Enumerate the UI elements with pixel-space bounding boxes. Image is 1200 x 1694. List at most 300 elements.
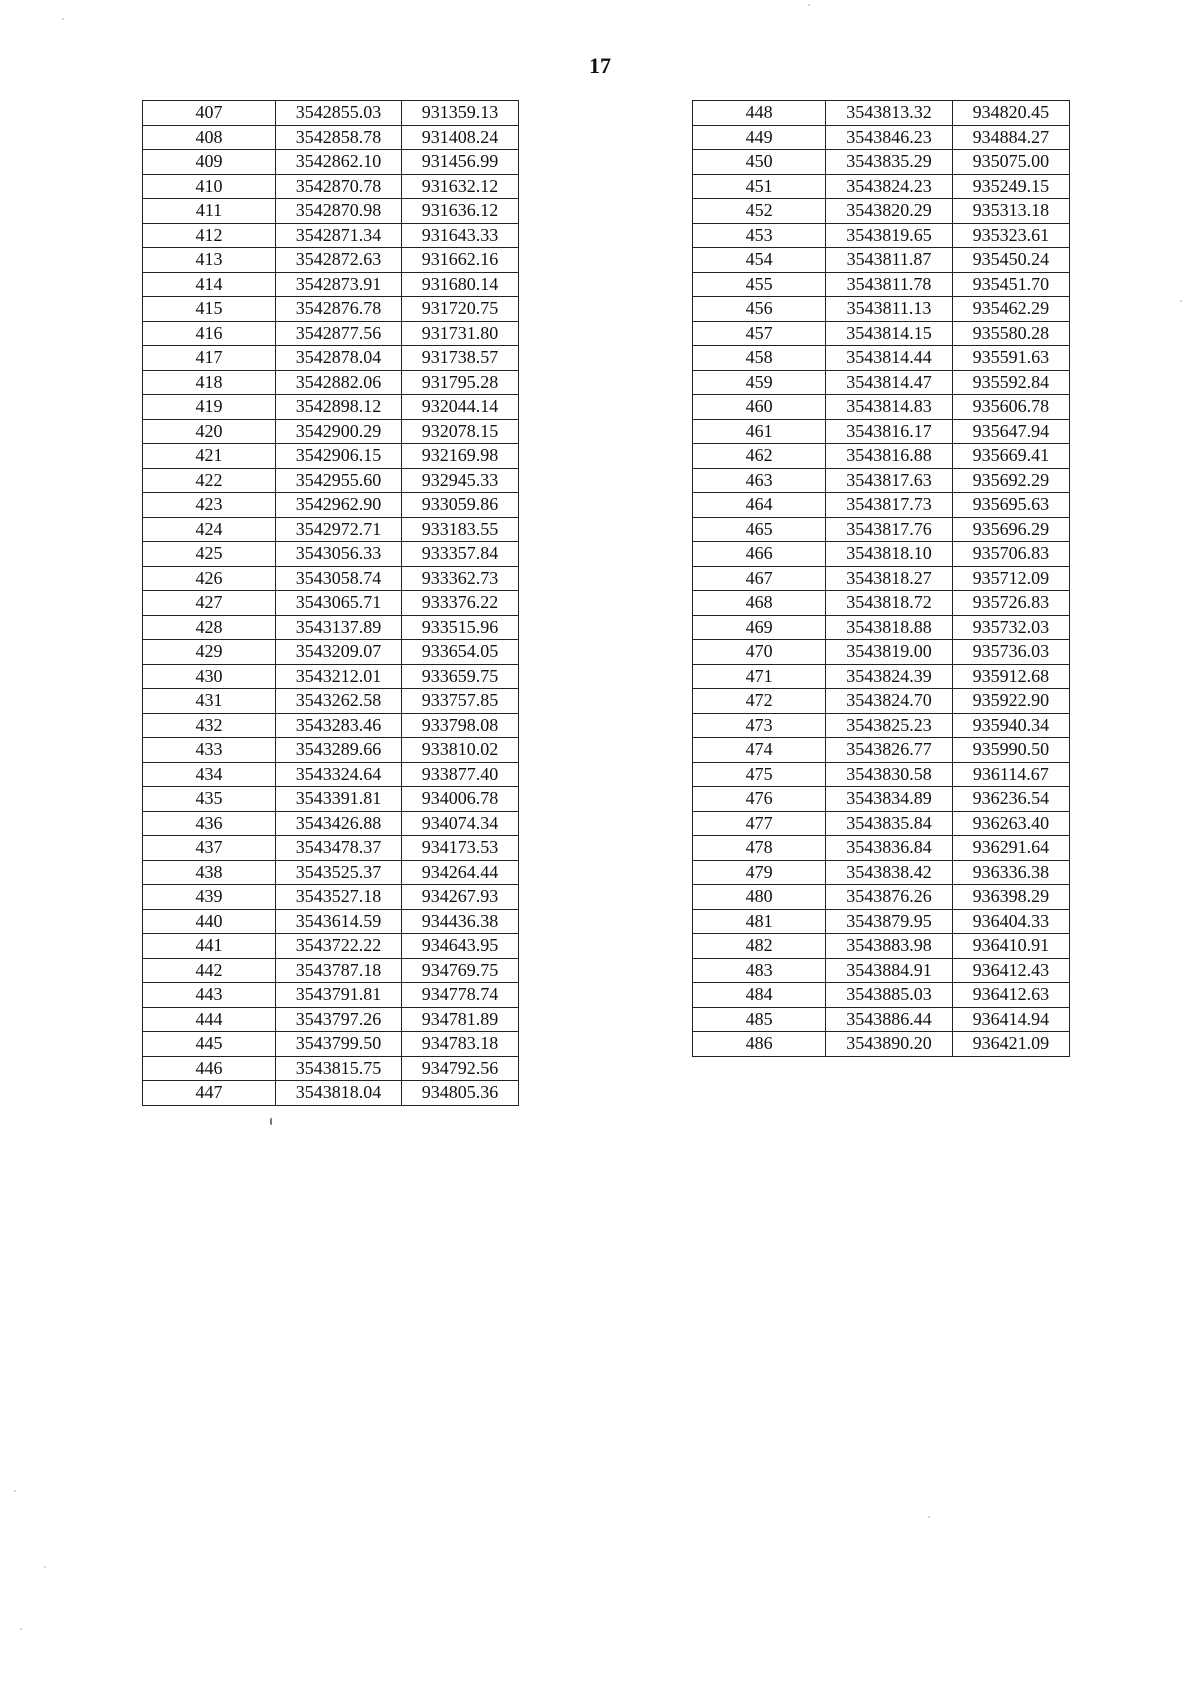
point-number-cell: 415 [143, 297, 276, 322]
y-coordinate-cell: 933376.22 [402, 591, 519, 616]
point-number-cell: 469 [693, 615, 826, 640]
x-coordinate-cell: 3543815.75 [276, 1056, 402, 1081]
point-number-cell: 419 [143, 395, 276, 420]
y-coordinate-cell: 933515.96 [402, 615, 519, 640]
y-coordinate-cell: 935912.68 [952, 664, 1069, 689]
x-coordinate-cell: 3542855.03 [276, 101, 402, 126]
x-coordinate-cell: 3543811.13 [826, 297, 952, 322]
table-row [693, 762, 1070, 787]
point-number-cell: 413 [143, 248, 276, 273]
x-coordinate-cell: 3543212.01 [276, 664, 402, 689]
x-coordinate-cell: 3543614.59 [276, 909, 402, 934]
point-number-cell: 465 [693, 517, 826, 542]
table-row [143, 395, 519, 420]
point-number-cell: 447 [143, 1081, 276, 1106]
x-coordinate-cell: 3543799.50 [276, 1032, 402, 1057]
x-coordinate-cell: 3543814.44 [826, 346, 952, 371]
scan-speck [1180, 300, 1182, 302]
point-number-cell: 451 [693, 174, 826, 199]
x-coordinate-cell: 3542882.06 [276, 370, 402, 395]
point-number-cell: 458 [693, 346, 826, 371]
x-coordinate-cell: 3543814.83 [826, 395, 952, 420]
table-row [143, 762, 519, 787]
point-number-cell: 476 [693, 787, 826, 812]
y-coordinate-cell: 936398.29 [952, 885, 1069, 910]
y-coordinate-cell: 936263.40 [952, 811, 1069, 836]
table-row [143, 787, 519, 812]
y-coordinate-cell: 935450.24 [952, 248, 1069, 273]
table-row [693, 297, 1070, 322]
point-number-cell: 475 [693, 762, 826, 787]
coordinates-table-right-body [693, 101, 1070, 1057]
x-coordinate-cell: 3542972.71 [276, 517, 402, 542]
y-coordinate-cell: 934781.89 [402, 1007, 519, 1032]
table-row [143, 615, 519, 640]
point-number-cell: 460 [693, 395, 826, 420]
y-coordinate-cell: 936336.38 [952, 860, 1069, 885]
x-coordinate-cell: 3543836.84 [826, 836, 952, 861]
table-row [693, 174, 1070, 199]
y-coordinate-cell: 934792.56 [402, 1056, 519, 1081]
table-row [693, 566, 1070, 591]
x-coordinate-cell: 3543883.98 [826, 934, 952, 959]
table-row [143, 1056, 519, 1081]
y-coordinate-cell: 936291.64 [952, 836, 1069, 861]
point-number-cell: 480 [693, 885, 826, 910]
y-coordinate-cell: 933757.85 [402, 689, 519, 714]
x-coordinate-cell: 3543824.39 [826, 664, 952, 689]
table-row [143, 542, 519, 567]
y-coordinate-cell: 935451.70 [952, 272, 1069, 297]
point-number-cell: 468 [693, 591, 826, 616]
y-coordinate-cell: 932078.15 [402, 419, 519, 444]
table-row [693, 664, 1070, 689]
point-number-cell: 416 [143, 321, 276, 346]
point-number-cell: 410 [143, 174, 276, 199]
table-row [143, 860, 519, 885]
table-row [143, 248, 519, 273]
table-row [693, 272, 1070, 297]
x-coordinate-cell: 3542870.78 [276, 174, 402, 199]
y-coordinate-cell: 935075.00 [952, 150, 1069, 175]
point-number-cell: 433 [143, 738, 276, 763]
x-coordinate-cell: 3542878.04 [276, 346, 402, 371]
x-coordinate-cell: 3543817.76 [826, 517, 952, 542]
y-coordinate-cell: 936114.67 [952, 762, 1069, 787]
table-row [143, 125, 519, 150]
y-coordinate-cell: 934267.93 [402, 885, 519, 910]
y-coordinate-cell: 935726.83 [952, 591, 1069, 616]
x-coordinate-cell: 3543838.42 [826, 860, 952, 885]
x-coordinate-cell: 3543817.73 [826, 493, 952, 518]
table-row [693, 444, 1070, 469]
point-number-cell: 430 [143, 664, 276, 689]
table-row [143, 689, 519, 714]
x-coordinate-cell: 3543876.26 [826, 885, 952, 910]
y-coordinate-cell: 931643.33 [402, 223, 519, 248]
table-row [693, 1032, 1070, 1057]
point-number-cell: 459 [693, 370, 826, 395]
point-number-cell: 438 [143, 860, 276, 885]
y-coordinate-cell: 933059.86 [402, 493, 519, 518]
y-coordinate-cell: 932169.98 [402, 444, 519, 469]
y-coordinate-cell: 935940.34 [952, 713, 1069, 738]
x-coordinate-cell: 3543813.32 [826, 101, 952, 126]
y-coordinate-cell: 936236.54 [952, 787, 1069, 812]
table-row [143, 297, 519, 322]
point-number-cell: 472 [693, 689, 826, 714]
y-coordinate-cell: 936410.91 [952, 934, 1069, 959]
y-coordinate-cell: 931662.16 [402, 248, 519, 273]
y-coordinate-cell: 935922.90 [952, 689, 1069, 714]
x-coordinate-cell: 3543819.00 [826, 640, 952, 665]
y-coordinate-cell: 932044.14 [402, 395, 519, 420]
y-coordinate-cell: 935462.29 [952, 297, 1069, 322]
table-row [693, 395, 1070, 420]
table-row [143, 517, 519, 542]
y-coordinate-cell: 935695.63 [952, 493, 1069, 518]
point-number-cell: 424 [143, 517, 276, 542]
x-coordinate-cell: 3542871.34 [276, 223, 402, 248]
y-coordinate-cell: 935692.29 [952, 468, 1069, 493]
x-coordinate-cell: 3543819.65 [826, 223, 952, 248]
y-coordinate-cell: 935706.83 [952, 542, 1069, 567]
table-row [693, 199, 1070, 224]
x-coordinate-cell: 3543816.17 [826, 419, 952, 444]
y-coordinate-cell: 935313.18 [952, 199, 1069, 224]
x-coordinate-cell: 3543262.58 [276, 689, 402, 714]
table-row [143, 738, 519, 763]
table-row [693, 787, 1070, 812]
table-row [143, 713, 519, 738]
y-coordinate-cell: 931738.57 [402, 346, 519, 371]
table-row [143, 223, 519, 248]
table-row [143, 909, 519, 934]
y-coordinate-cell: 931720.75 [402, 297, 519, 322]
table-row [693, 591, 1070, 616]
x-coordinate-cell: 3543814.47 [826, 370, 952, 395]
x-coordinate-cell: 3542872.63 [276, 248, 402, 273]
y-coordinate-cell: 931795.28 [402, 370, 519, 395]
x-coordinate-cell: 3542898.12 [276, 395, 402, 420]
point-number-cell: 456 [693, 297, 826, 322]
point-number-cell: 411 [143, 199, 276, 224]
x-coordinate-cell: 3543825.23 [826, 713, 952, 738]
table-row [693, 713, 1070, 738]
x-coordinate-cell: 3543886.44 [826, 1007, 952, 1032]
point-number-cell: 420 [143, 419, 276, 444]
table-row [143, 983, 519, 1008]
point-number-cell: 482 [693, 934, 826, 959]
table-row [693, 615, 1070, 640]
point-number-cell: 407 [143, 101, 276, 126]
table-row [693, 419, 1070, 444]
point-number-cell: 454 [693, 248, 826, 273]
x-coordinate-cell: 3543797.26 [276, 1007, 402, 1032]
x-coordinate-cell: 3543814.15 [826, 321, 952, 346]
table-row [143, 468, 519, 493]
table-row [143, 566, 519, 591]
table-row [143, 272, 519, 297]
table-row [693, 468, 1070, 493]
x-coordinate-cell: 3543056.33 [276, 542, 402, 567]
x-coordinate-cell: 3543065.71 [276, 591, 402, 616]
scan-speck [270, 1118, 272, 1125]
y-coordinate-cell: 934783.18 [402, 1032, 519, 1057]
y-coordinate-cell: 932945.33 [402, 468, 519, 493]
scan-speck [14, 1490, 16, 1492]
table-row [693, 370, 1070, 395]
x-coordinate-cell: 3543811.78 [826, 272, 952, 297]
table-row [693, 346, 1070, 371]
point-number-cell: 479 [693, 860, 826, 885]
coordinates-table-left [142, 100, 519, 1106]
point-number-cell: 439 [143, 885, 276, 910]
table-row [693, 689, 1070, 714]
x-coordinate-cell: 3542862.10 [276, 150, 402, 175]
table-row [693, 493, 1070, 518]
point-number-cell: 440 [143, 909, 276, 934]
x-coordinate-cell: 3543818.04 [276, 1081, 402, 1106]
point-number-cell: 461 [693, 419, 826, 444]
table-row [143, 1007, 519, 1032]
point-number-cell: 467 [693, 566, 826, 591]
x-coordinate-cell: 3543879.95 [826, 909, 952, 934]
table-row [143, 934, 519, 959]
y-coordinate-cell: 935669.41 [952, 444, 1069, 469]
point-number-cell: 444 [143, 1007, 276, 1032]
y-coordinate-cell: 936404.33 [952, 909, 1069, 934]
point-number-cell: 478 [693, 836, 826, 861]
point-number-cell: 463 [693, 468, 826, 493]
x-coordinate-cell: 3543824.23 [826, 174, 952, 199]
y-coordinate-cell: 936412.43 [952, 958, 1069, 983]
point-number-cell: 425 [143, 542, 276, 567]
table-row [693, 983, 1070, 1008]
table-row [693, 738, 1070, 763]
table-row [693, 958, 1070, 983]
y-coordinate-cell: 934173.53 [402, 836, 519, 861]
y-coordinate-cell: 931408.24 [402, 125, 519, 150]
y-coordinate-cell: 935712.09 [952, 566, 1069, 591]
x-coordinate-cell: 3542877.56 [276, 321, 402, 346]
point-number-cell: 445 [143, 1032, 276, 1057]
y-coordinate-cell: 934884.27 [952, 125, 1069, 150]
point-number-cell: 446 [143, 1056, 276, 1081]
point-number-cell: 437 [143, 836, 276, 861]
x-coordinate-cell: 3543058.74 [276, 566, 402, 591]
x-coordinate-cell: 3543835.29 [826, 150, 952, 175]
y-coordinate-cell: 934074.34 [402, 811, 519, 836]
x-coordinate-cell: 3543324.64 [276, 762, 402, 787]
x-coordinate-cell: 3543817.63 [826, 468, 952, 493]
point-number-cell: 422 [143, 468, 276, 493]
point-number-cell: 471 [693, 664, 826, 689]
point-number-cell: 485 [693, 1007, 826, 1032]
table-row [693, 150, 1070, 175]
point-number-cell: 464 [693, 493, 826, 518]
x-coordinate-cell: 3543137.89 [276, 615, 402, 640]
y-coordinate-cell: 934264.44 [402, 860, 519, 885]
x-coordinate-cell: 3543289.66 [276, 738, 402, 763]
y-coordinate-cell: 931456.99 [402, 150, 519, 175]
x-coordinate-cell: 3543818.88 [826, 615, 952, 640]
point-number-cell: 455 [693, 272, 826, 297]
x-coordinate-cell: 3543478.37 [276, 836, 402, 861]
table-row [143, 591, 519, 616]
point-number-cell: 457 [693, 321, 826, 346]
y-coordinate-cell: 933877.40 [402, 762, 519, 787]
y-coordinate-cell: 935323.61 [952, 223, 1069, 248]
table-row [143, 1032, 519, 1057]
x-coordinate-cell: 3542962.90 [276, 493, 402, 518]
point-number-cell: 443 [143, 983, 276, 1008]
y-coordinate-cell: 935647.94 [952, 419, 1069, 444]
point-number-cell: 449 [693, 125, 826, 150]
point-number-cell: 427 [143, 591, 276, 616]
table-row [693, 885, 1070, 910]
table-row [143, 199, 519, 224]
y-coordinate-cell: 936412.63 [952, 983, 1069, 1008]
y-coordinate-cell: 935249.15 [952, 174, 1069, 199]
point-number-cell: 474 [693, 738, 826, 763]
y-coordinate-cell: 935580.28 [952, 321, 1069, 346]
x-coordinate-cell: 3543525.37 [276, 860, 402, 885]
y-coordinate-cell: 935736.03 [952, 640, 1069, 665]
y-coordinate-cell: 934820.45 [952, 101, 1069, 126]
table-row [693, 1007, 1070, 1032]
point-number-cell: 423 [143, 493, 276, 518]
y-coordinate-cell: 933798.08 [402, 713, 519, 738]
table-row [143, 346, 519, 371]
x-coordinate-cell: 3543818.10 [826, 542, 952, 567]
x-coordinate-cell: 3542858.78 [276, 125, 402, 150]
table-row [143, 811, 519, 836]
point-number-cell: 429 [143, 640, 276, 665]
y-coordinate-cell: 934805.36 [402, 1081, 519, 1106]
y-coordinate-cell: 933654.05 [402, 640, 519, 665]
x-coordinate-cell: 3543830.58 [826, 762, 952, 787]
x-coordinate-cell: 3542906.15 [276, 444, 402, 469]
coordinates-table-right [692, 100, 1070, 1057]
x-coordinate-cell: 3543391.81 [276, 787, 402, 812]
y-coordinate-cell: 936421.09 [952, 1032, 1069, 1057]
y-coordinate-cell: 934778.74 [402, 983, 519, 1008]
y-coordinate-cell: 935990.50 [952, 738, 1069, 763]
table-row [693, 248, 1070, 273]
point-number-cell: 473 [693, 713, 826, 738]
table-row [693, 811, 1070, 836]
y-coordinate-cell: 935696.29 [952, 517, 1069, 542]
table-row [143, 321, 519, 346]
table-row [143, 836, 519, 861]
table-row [693, 909, 1070, 934]
y-coordinate-cell: 935592.84 [952, 370, 1069, 395]
table-row [693, 836, 1070, 861]
table-row [143, 640, 519, 665]
scan-speck [62, 18, 64, 20]
y-coordinate-cell: 931636.12 [402, 199, 519, 224]
y-coordinate-cell: 931359.13 [402, 101, 519, 126]
x-coordinate-cell: 3543834.89 [826, 787, 952, 812]
x-coordinate-cell: 3543885.03 [826, 983, 952, 1008]
table-row [143, 174, 519, 199]
table-row [693, 125, 1070, 150]
point-number-cell: 466 [693, 542, 826, 567]
table-row [143, 150, 519, 175]
point-number-cell: 441 [143, 934, 276, 959]
y-coordinate-cell: 934006.78 [402, 787, 519, 812]
point-number-cell: 434 [143, 762, 276, 787]
y-coordinate-cell: 933362.73 [402, 566, 519, 591]
x-coordinate-cell: 3543816.88 [826, 444, 952, 469]
x-coordinate-cell: 3542900.29 [276, 419, 402, 444]
y-coordinate-cell: 934436.38 [402, 909, 519, 934]
x-coordinate-cell: 3542870.98 [276, 199, 402, 224]
point-number-cell: 435 [143, 787, 276, 812]
point-number-cell: 442 [143, 958, 276, 983]
table-row [143, 958, 519, 983]
x-coordinate-cell: 3543818.27 [826, 566, 952, 591]
table-row [143, 885, 519, 910]
page-number: 17 [589, 53, 611, 78]
x-coordinate-cell: 3542955.60 [276, 468, 402, 493]
table-row [693, 860, 1070, 885]
x-coordinate-cell: 3543884.91 [826, 958, 952, 983]
scan-speck [808, 4, 810, 6]
point-number-cell: 448 [693, 101, 826, 126]
x-coordinate-cell: 3543426.88 [276, 811, 402, 836]
x-coordinate-cell: 3543722.22 [276, 934, 402, 959]
table-row [143, 370, 519, 395]
point-number-cell: 431 [143, 689, 276, 714]
point-number-cell: 477 [693, 811, 826, 836]
y-coordinate-cell: 935591.63 [952, 346, 1069, 371]
y-coordinate-cell: 933810.02 [402, 738, 519, 763]
table-row [693, 640, 1070, 665]
table-row [693, 934, 1070, 959]
point-number-cell: 436 [143, 811, 276, 836]
y-coordinate-cell: 933659.75 [402, 664, 519, 689]
table-row [693, 542, 1070, 567]
point-number-cell: 481 [693, 909, 826, 934]
table-row [693, 517, 1070, 542]
point-number-cell: 432 [143, 713, 276, 738]
y-coordinate-cell: 936414.94 [952, 1007, 1069, 1032]
table-row [143, 1081, 519, 1106]
x-coordinate-cell: 3542876.78 [276, 297, 402, 322]
x-coordinate-cell: 3543890.20 [826, 1032, 952, 1057]
x-coordinate-cell: 3543787.18 [276, 958, 402, 983]
coordinates-table-left-body [143, 101, 519, 1106]
table-row [693, 223, 1070, 248]
y-coordinate-cell: 934769.75 [402, 958, 519, 983]
y-coordinate-cell: 933183.55 [402, 517, 519, 542]
x-coordinate-cell: 3543820.29 [826, 199, 952, 224]
y-coordinate-cell: 935606.78 [952, 395, 1069, 420]
point-number-cell: 484 [693, 983, 826, 1008]
table-row [143, 101, 519, 126]
table-row [143, 664, 519, 689]
point-number-cell: 450 [693, 150, 826, 175]
table-row [143, 444, 519, 469]
point-number-cell: 417 [143, 346, 276, 371]
x-coordinate-cell: 3543283.46 [276, 713, 402, 738]
y-coordinate-cell: 931632.12 [402, 174, 519, 199]
point-number-cell: 470 [693, 640, 826, 665]
x-coordinate-cell: 3543209.07 [276, 640, 402, 665]
point-number-cell: 452 [693, 199, 826, 224]
